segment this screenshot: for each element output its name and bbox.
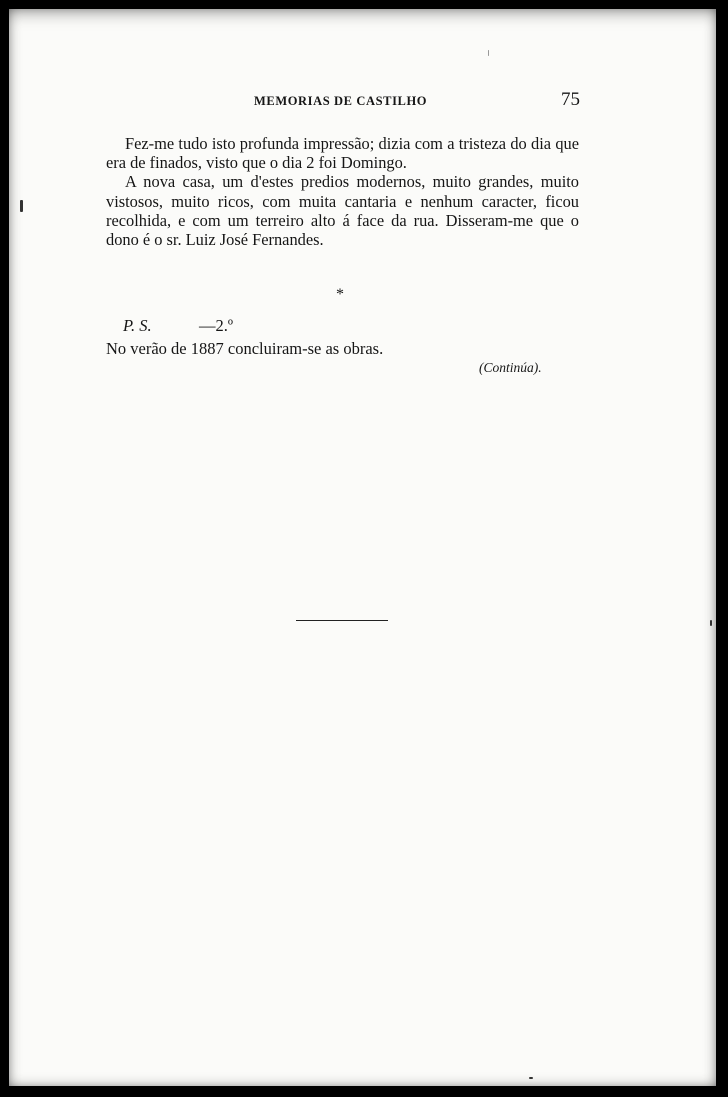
scan-speck bbox=[488, 50, 489, 56]
postscript-number: —2.º bbox=[199, 316, 233, 335]
scan-speck bbox=[20, 200, 23, 212]
end-rule bbox=[296, 620, 388, 621]
running-header: MEMORIAS DE CASTILHO bbox=[254, 94, 428, 108]
paragraph: A nova casa, um d'estes predios modernos, muito grandes, muito vistosos, muito ricos, com muita cantaria e nenhum caracter, ficou recolhida, e com um terreiro alto á face da rua. Disseram-me que o dono é o sr. Luiz José Fernandes. bbox=[106, 172, 579, 250]
postscript-text: No verão de 1887 concluiram-se as obras. bbox=[106, 339, 384, 358]
page-number: 75 bbox=[561, 89, 580, 110]
section-separator: * bbox=[336, 286, 344, 303]
paragraph: Fez-me tudo isto profunda impressão; dizia com a tristeza do dia que era de finados, visto que o dia 2 foi Domingo. bbox=[106, 134, 579, 173]
body-text bbox=[106, 134, 579, 249]
postscript-label: P. S. bbox=[123, 316, 152, 335]
scan-speck bbox=[710, 620, 712, 626]
continuation-note: (Continúa). bbox=[479, 360, 542, 375]
scan-speck bbox=[529, 1077, 533, 1079]
